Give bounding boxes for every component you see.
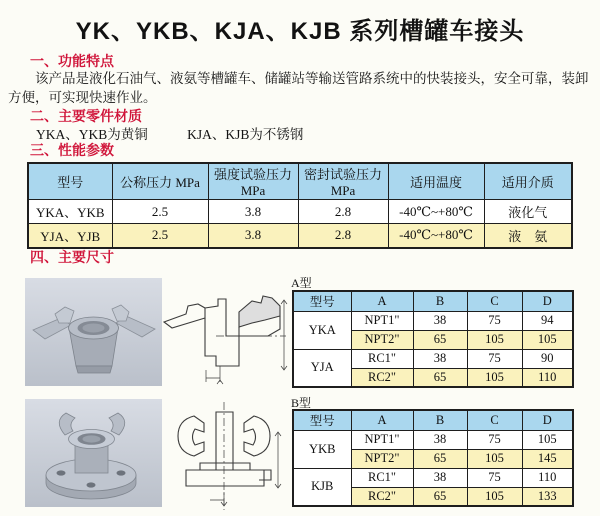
cell-medium: 液 氨 [484, 224, 572, 248]
material-stainless: KJA、KJB为不锈钢 [187, 127, 304, 142]
section-heading-performance: 三、性能参数 [30, 142, 114, 158]
col-b: B [413, 291, 467, 311]
product-photo-cam-coupling [25, 278, 162, 386]
drawing-a-graphic [160, 270, 290, 394]
cell-model: YJA、YJB [28, 224, 112, 248]
cell-b: 65 [413, 449, 467, 468]
cell-b: 38 [413, 468, 467, 487]
cell-b: 38 [413, 349, 467, 368]
cell-strength: 3.8 [208, 200, 298, 224]
cell-model: YJA [293, 349, 351, 387]
cell-d: 110 [522, 368, 573, 387]
cell-a: NPT2" [351, 330, 413, 349]
dim-b-header-row [293, 410, 573, 430]
product-photo-flanged-coupling [25, 399, 162, 507]
section-heading-materials: 二、主要零件材质 [30, 108, 142, 124]
col-temperature: 适用温度 [388, 163, 484, 200]
cell-a: NPT2" [351, 449, 413, 468]
col-nominal-pressure: 公称压力 MPa [112, 163, 208, 200]
page-title: YK、YKB、KJA、KJB 系列槽罐车接头 [75, 18, 525, 45]
cell-medium: 液化气 [484, 200, 572, 224]
col-a: A [351, 291, 413, 311]
cell-a: RC1" [351, 349, 413, 368]
table-row [293, 349, 573, 368]
cell-c: 75 [467, 468, 522, 487]
cell-seal: 2.8 [298, 200, 388, 224]
section-heading-features: 一、功能特点 [30, 53, 114, 69]
flanged-coupling-photo-graphic [25, 399, 162, 507]
table-row [293, 311, 573, 330]
col-c: C [467, 410, 522, 430]
col-c: C [467, 291, 522, 311]
col-model: 型号 [293, 410, 351, 430]
technical-drawing-a-section [160, 270, 290, 394]
cell-model: YKA [293, 311, 351, 349]
cell-a: RC1" [351, 468, 413, 487]
col-model: 型号 [28, 163, 112, 200]
dimension-table-a [292, 290, 574, 388]
dim-a-header-row [293, 291, 573, 311]
cell-nominal: 2.5 [112, 200, 208, 224]
cell-nominal: 2.5 [112, 224, 208, 248]
cell-a: RC2" [351, 487, 413, 506]
cell-b: 65 [413, 368, 467, 387]
col-seal-test-pressure: 密封试验压力MPa [298, 163, 388, 200]
col-model: 型号 [293, 291, 351, 311]
cell-d: 105 [522, 330, 573, 349]
table-row [28, 224, 572, 248]
cell-b: 38 [413, 430, 467, 449]
cell-strength: 3.8 [208, 224, 298, 248]
section-heading-dimensions: 四、主要尺寸 [30, 249, 114, 265]
col-a: A [351, 410, 413, 430]
cell-model: KJB [293, 468, 351, 506]
cell-d: 105 [522, 430, 573, 449]
cell-d: 90 [522, 349, 573, 368]
performance-header-row [28, 163, 572, 200]
cell-d: 133 [522, 487, 573, 506]
table-row [293, 468, 573, 487]
col-d: D [522, 410, 573, 430]
cell-a: NPT1" [351, 430, 413, 449]
cell-c: 105 [467, 449, 522, 468]
cell-c: 75 [467, 311, 522, 330]
cell-c: 75 [467, 349, 522, 368]
cell-a: NPT1" [351, 311, 413, 330]
table-row [28, 200, 572, 224]
cell-a: RC2" [351, 368, 413, 387]
cell-c: 105 [467, 330, 522, 349]
table-row [293, 430, 573, 449]
features-paragraph: 该产品是液化石油气、液氨等槽罐车、储罐站等输送管路系统中的快装接头，安全可靠，装卸方便，可实现快速作业。 [8, 71, 589, 105]
col-b: B [413, 410, 467, 430]
cell-b: 65 [413, 487, 467, 506]
cell-c: 75 [467, 430, 522, 449]
col-strength-test-pressure: 强度试验压力MPa [208, 163, 298, 200]
type-a-label: A型 [291, 276, 312, 290]
cell-temp: -40℃~+80℃ [388, 200, 484, 224]
cell-temp: -40℃~+80℃ [388, 224, 484, 248]
col-d: D [522, 291, 573, 311]
cell-seal: 2.8 [298, 224, 388, 248]
coupling-photo-graphic [25, 278, 162, 386]
cell-model: YKB [293, 430, 351, 468]
material-brass: YKA、YKB为黄铜 [36, 127, 148, 142]
cell-b: 38 [413, 311, 467, 330]
technical-drawing-b-section [160, 392, 290, 514]
cell-c: 105 [467, 368, 522, 387]
drawing-b-graphic [160, 392, 290, 514]
type-b-label: B型 [291, 396, 312, 410]
cell-model: YKA、YKB [28, 200, 112, 224]
cell-c: 105 [467, 487, 522, 506]
performance-table [27, 162, 573, 249]
cell-b: 65 [413, 330, 467, 349]
dimension-table-b [292, 409, 574, 507]
cell-d: 145 [522, 449, 573, 468]
cell-d: 110 [522, 468, 573, 487]
col-medium: 适用介质 [484, 163, 572, 200]
cell-d: 94 [522, 311, 573, 330]
